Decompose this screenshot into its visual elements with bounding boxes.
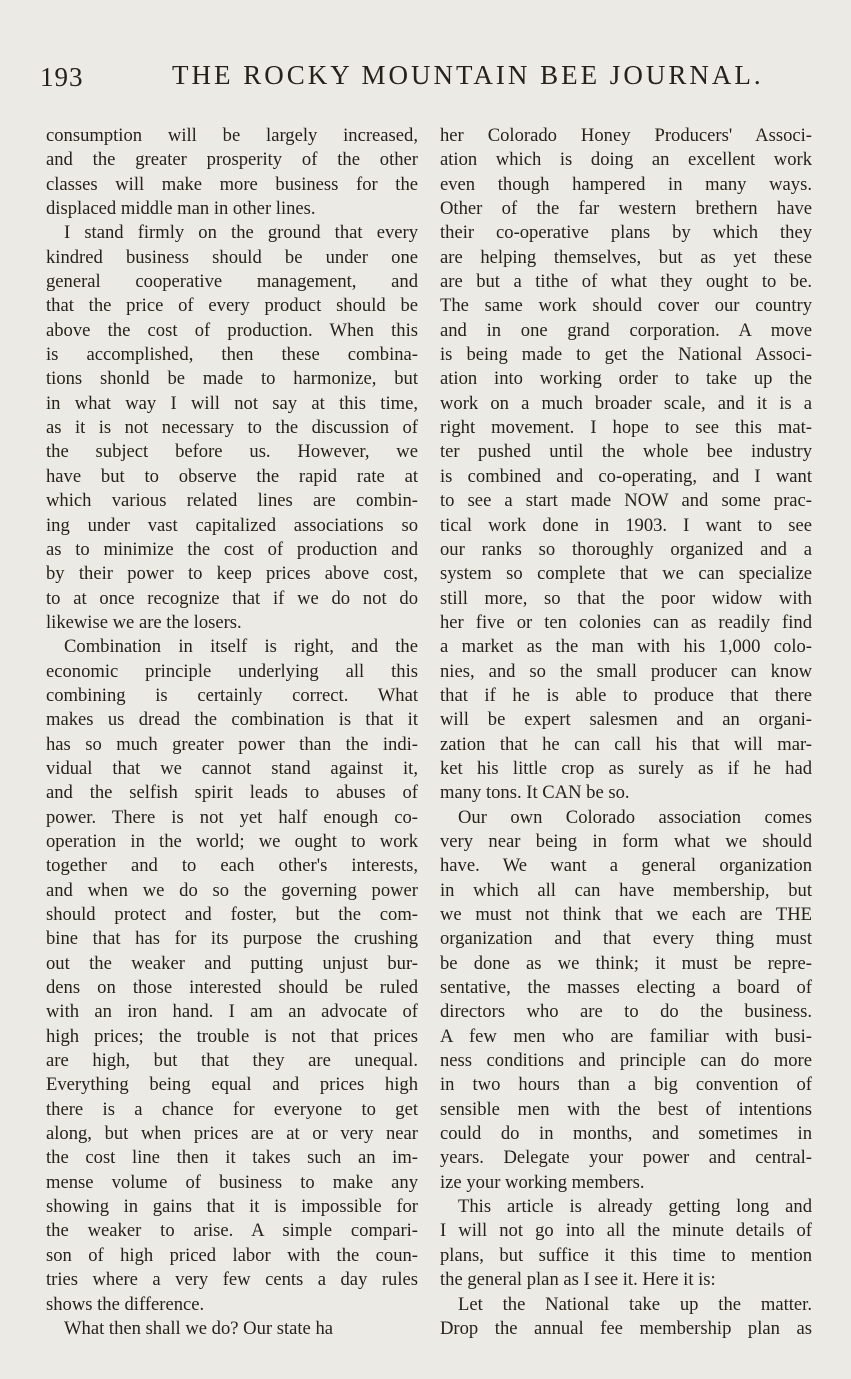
text-line: plans, but suffice it this time to mention: [440, 1244, 812, 1266]
text-line: a market as the man with his 1,000 colo-: [440, 636, 812, 658]
text-line: vidual that we cannot stand against it,: [46, 757, 418, 779]
text-line: dens on those interested should be ruled: [46, 977, 418, 999]
text-line: are but a tithe of what they ought to be.: [440, 271, 812, 293]
text-line: out the weaker and putting unjust bur-: [46, 952, 418, 974]
text-line: the cost line then it takes such an im-: [46, 1147, 418, 1169]
text-line: is combined and co-operating, and I want: [440, 465, 812, 487]
text-line: above the cost of production. When this: [46, 319, 418, 341]
journal-title: THE ROCKY MOUNTAIN BEE JOURNAL.: [172, 60, 764, 90]
text-line: has so much greater power than the indi-: [46, 733, 418, 755]
text-line: ter pushed until the whole bee industry: [440, 441, 812, 463]
text-line: ation which is doing an excellent work: [440, 149, 812, 171]
text-line: What then shall we do? Our state ha: [64, 1317, 334, 1339]
text-line: I will not go into all the minute details of: [440, 1220, 812, 1242]
text-line: combining is certainly correct. What: [46, 684, 418, 706]
text-line: ation into working order to take up the: [440, 368, 812, 390]
text-line: sentative, the masses electing a board of: [440, 977, 812, 999]
text-line: as to minimize the cost of production and: [46, 538, 418, 560]
text-line: directors who are to do the business.: [440, 1001, 812, 1023]
text-line: power. There is not yet half enough co-: [46, 806, 418, 828]
text-line: Other of the far western brethern have: [440, 198, 812, 220]
text-line: Let the National take up the matter.: [458, 1293, 812, 1315]
text-line: along, but when prices are at or very near: [46, 1123, 418, 1145]
text-line: showing in gains that it is impossible for: [46, 1196, 418, 1218]
text-line: even though hampered in many ways.: [440, 173, 812, 195]
text-line: ing under vast capitalized associations so: [46, 514, 418, 536]
text-line: organization and that every thing must: [440, 928, 812, 950]
text-line: in two hours than a big convention of: [440, 1074, 812, 1096]
text-line: makes us dread the combination is that it: [46, 709, 418, 731]
text-line: which various related lines are combin-: [46, 490, 418, 512]
text-line: still more, so that the poor widow with: [440, 587, 812, 609]
text-line: are helping themselves, but as yet these: [440, 246, 812, 268]
text-line: our ranks so thoroughly organized and a: [440, 538, 812, 560]
text-line: very near being in form what we should: [440, 830, 812, 852]
text-line: could do in months, and sometimes in: [440, 1123, 812, 1145]
text-line: and the selfish spirit leads to abuses of: [46, 782, 418, 804]
text-line: consumption will be largely increased,: [46, 125, 418, 146]
text-line: system so complete that we can specialize: [440, 563, 812, 585]
text-line: to see a start made NOW and some prac-: [440, 490, 812, 512]
text-line: that the price of every product should be: [46, 295, 418, 317]
text-line: there is a chance for everyone to get: [46, 1098, 418, 1120]
text-line: work on a much broader scale, and it is a: [440, 392, 812, 414]
text-line: many tons. It CAN be so.: [440, 782, 630, 804]
text-line: will be expert salesmen and an organi-: [440, 709, 812, 731]
text-line: the general plan as I see it. Here it is:: [440, 1269, 716, 1291]
text-line: Combination in itself is right, and the: [64, 636, 418, 658]
text-line: likewise we are the losers.: [46, 611, 242, 633]
text-line: nies, and so the small producer can know: [440, 660, 812, 682]
text-line: general cooperative management, and: [46, 271, 418, 293]
text-line: shows the difference.: [46, 1293, 205, 1315]
left-text-column: [46, 124, 418, 1341]
text-line: tical work done in 1903. I want to see: [440, 514, 812, 536]
text-line: as it is not necessary to the discussion of: [46, 417, 418, 439]
text-line: have. We want a general organization: [440, 855, 812, 877]
text-line: bine that has for its purpose the crushing: [46, 928, 418, 950]
text-line: by their power to keep prices above cost,: [46, 563, 418, 585]
text-line: ize your working members.: [440, 1171, 645, 1193]
text-line: to at once recognize that if we do not do: [46, 587, 418, 609]
text-line: high prices; the trouble is not that prices: [46, 1025, 418, 1047]
text-line: Drop the annual fee membership plan as: [440, 1317, 812, 1339]
text-line: her five or ten colonies can as readily find: [440, 611, 812, 633]
text-line: I stand firmly on the ground that every: [64, 222, 418, 244]
text-line: we must not think that we each are THE: [440, 904, 812, 925]
text-line: right movement. I hope to see this mat-: [440, 417, 812, 439]
text-line: tions shonld be made to harmonize, but: [46, 368, 418, 390]
text-line: their co-operative plans by which they: [440, 222, 812, 244]
text-line: son of high priced labor with the coun-: [46, 1244, 418, 1266]
text-line: and the greater prosperity of the other: [46, 149, 418, 171]
text-line: together and to each other's interests,: [46, 855, 418, 877]
page-number: 193: [40, 62, 84, 92]
text-line: that if he is able to produce that there: [440, 684, 812, 706]
text-line: mense volume of business to make any: [46, 1171, 418, 1193]
text-line: kindred business should be under one: [46, 246, 418, 268]
text-line: have but to observe the rapid rate at: [46, 465, 418, 487]
text-line: ness conditions and principle can do more: [440, 1050, 812, 1072]
text-line: classes will make more business for the: [46, 173, 418, 195]
text-line: years. Delegate your power and central-: [440, 1147, 812, 1169]
text-line: sensible men with the best of intentions: [440, 1098, 812, 1120]
text-line: the weaker to arise. A simple compari-: [46, 1220, 418, 1242]
text-line: with an iron hand. I am an advocate of: [46, 1001, 418, 1023]
text-line: in what way I will not say at this time,: [46, 392, 418, 414]
text-line: be done as we think; it must be repre-: [440, 952, 812, 974]
text-line: should protect and foster, but the com-: [46, 904, 418, 925]
text-line: Our own Colorado association comes: [458, 806, 812, 828]
text-line: tries where a very few cents a day rules: [46, 1269, 418, 1291]
text-line: is being made to get the National Associ-: [440, 344, 812, 366]
text-line: zation that he can call his that will mar-: [440, 733, 812, 755]
text-line: in which all can have membership, but: [440, 879, 812, 901]
page-header: [40, 58, 820, 98]
text-line: her Colorado Honey Producers' Associ-: [440, 125, 812, 146]
text-line: ket his little crop as surely as if he had: [440, 757, 812, 779]
text-line: are high, but that they are unequal.: [46, 1050, 418, 1072]
text-line: and when we do so the governing power: [46, 879, 418, 901]
text-line: Everything being equal and prices high: [46, 1074, 418, 1096]
text-line: displaced middle man in other lines.: [46, 198, 316, 220]
text-line: and in one grand corporation. A move: [440, 319, 812, 341]
text-line: This article is already getting long and: [458, 1196, 812, 1218]
text-line: is accomplished, then these combina-: [46, 344, 418, 366]
text-line: The same work should cover our country: [440, 295, 812, 317]
text-line: A few men who are familiar with busi-: [440, 1025, 812, 1047]
text-line: economic principle underlying all this: [46, 660, 418, 682]
text-line: the subject before us. However, we: [46, 441, 418, 463]
right-text-column: [440, 124, 812, 1341]
text-line: operation in the world; we ought to work: [46, 830, 418, 852]
